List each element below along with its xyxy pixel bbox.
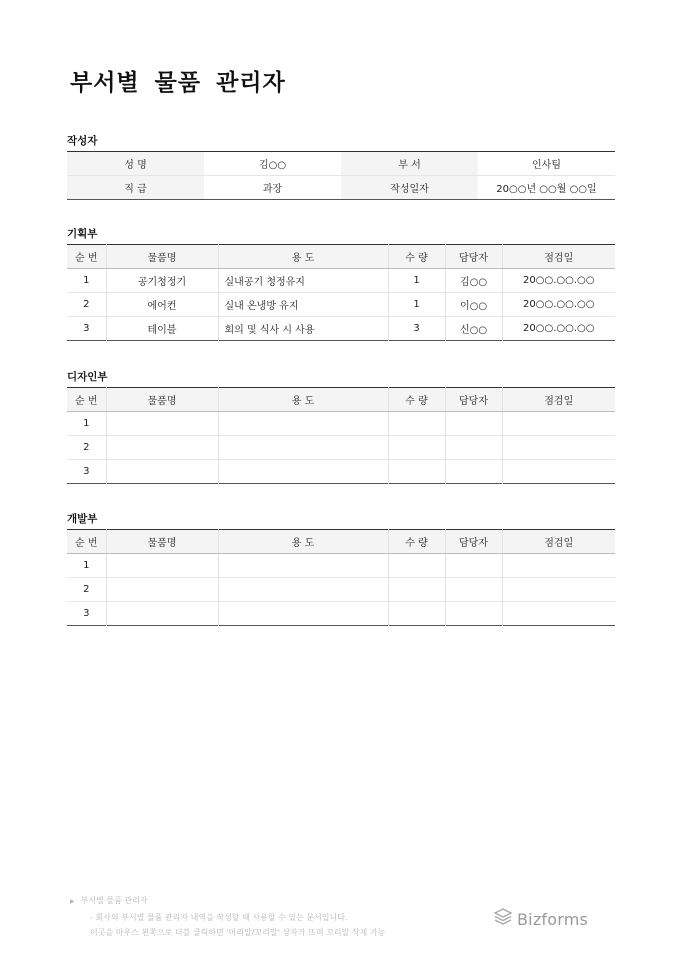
cell-date[interactable] xyxy=(502,412,615,436)
date-value[interactable]: 20○○년 ○○월 ○○일 xyxy=(478,176,615,200)
cell-use[interactable] xyxy=(218,554,388,578)
cell-no: 2 xyxy=(67,578,106,602)
brand-logo xyxy=(494,908,588,930)
footer-title-line xyxy=(70,893,385,910)
cell-no: 3 xyxy=(67,602,106,626)
cell-qty[interactable] xyxy=(388,578,445,602)
dept-table-development xyxy=(67,529,615,626)
col-header-manager: 담당자 xyxy=(445,245,502,269)
cell-no: 3 xyxy=(67,317,106,341)
cell-item[interactable] xyxy=(106,412,218,436)
cell-item[interactable]: 공기청정기 xyxy=(106,269,218,293)
col-header-item: 물품명 xyxy=(106,245,218,269)
cell-item[interactable] xyxy=(106,436,218,460)
cell-manager[interactable]: 신○○ xyxy=(445,317,502,341)
author-section-label: 작성자 xyxy=(67,135,98,147)
bizforms-logo-icon xyxy=(494,908,512,930)
col-header-use: 용 도 xyxy=(218,388,388,412)
cell-use[interactable] xyxy=(218,602,388,626)
cell-item[interactable] xyxy=(106,554,218,578)
col-header-no: 순 번 xyxy=(67,388,106,412)
col-header-manager: 담당자 xyxy=(445,388,502,412)
cell-no: 3 xyxy=(67,460,106,484)
footer-note xyxy=(70,893,385,941)
footer-title: 부서별 물품 관리자 xyxy=(80,896,148,905)
table-row xyxy=(67,269,615,293)
cell-manager[interactable] xyxy=(445,436,502,460)
cell-use[interactable]: 실내공기 청정유지 xyxy=(218,269,388,293)
cell-manager[interactable]: 김○○ xyxy=(445,269,502,293)
cell-use[interactable] xyxy=(218,578,388,602)
dept-label-planning: 기획부 xyxy=(67,228,98,240)
cell-no: 2 xyxy=(67,436,106,460)
cell-item[interactable] xyxy=(106,460,218,484)
cell-use[interactable] xyxy=(218,412,388,436)
cell-qty[interactable]: 1 xyxy=(388,269,445,293)
cell-use[interactable] xyxy=(218,436,388,460)
cell-date[interactable] xyxy=(502,554,615,578)
name-value[interactable]: 김○○ xyxy=(258,160,287,171)
cell-date[interactable] xyxy=(502,460,615,484)
cell-manager[interactable] xyxy=(445,412,502,436)
table-header-row xyxy=(67,530,615,554)
cell-manager[interactable] xyxy=(445,554,502,578)
author-table xyxy=(67,151,615,200)
brand-name: Bizforms xyxy=(517,909,589,929)
table-row xyxy=(67,293,615,317)
col-header-use: 용 도 xyxy=(218,245,388,269)
cell-date[interactable] xyxy=(502,436,615,460)
col-header-use: 용 도 xyxy=(218,530,388,554)
cell-date[interactable]: 20○○.○○.○○ xyxy=(502,269,615,293)
col-header-qty: 수 량 xyxy=(388,530,445,554)
department-value[interactable]: 인사팀 xyxy=(532,160,561,171)
table-header-row xyxy=(67,388,615,412)
cell-no: 2 xyxy=(67,293,106,317)
dept-table-planning xyxy=(67,244,615,341)
dept-label-design: 디자인부 xyxy=(67,371,108,383)
col-header-qty: 수 량 xyxy=(388,245,445,269)
name-label: 성 명 xyxy=(67,152,204,176)
cell-manager[interactable] xyxy=(445,602,502,626)
footer-description: - 회사의 부서별 물품 관리자 내역을 작성할 때 사용할 수 있는 문서입니다. xyxy=(90,912,348,922)
table-row xyxy=(67,460,615,484)
author-row xyxy=(67,152,615,176)
col-header-qty: 수 량 xyxy=(388,388,445,412)
cell-item[interactable]: 에어컨 xyxy=(106,293,218,317)
position-value[interactable]: 과장 xyxy=(204,176,341,200)
page-title: 부서별 물품 관리자 xyxy=(70,70,286,96)
date-label: 작성일자 xyxy=(341,176,478,200)
cell-no: 1 xyxy=(67,554,106,578)
col-header-date: 점검일 xyxy=(502,388,615,412)
col-header-manager: 담당자 xyxy=(445,530,502,554)
triangle-bullet-icon: ▶ xyxy=(70,898,75,905)
cell-qty[interactable] xyxy=(388,412,445,436)
cell-qty[interactable] xyxy=(388,460,445,484)
col-header-item: 물품명 xyxy=(106,530,218,554)
cell-manager[interactable]: 이○○ xyxy=(445,293,502,317)
table-header-row xyxy=(67,245,615,269)
footer-instruction: 이곳을 마우스 왼쪽으로 더블 클릭하면 '머리말/꼬리말' 상자가 뜨며 꼬리말 삭제 가능 xyxy=(90,928,386,937)
cell-date[interactable] xyxy=(502,602,615,626)
col-header-date: 점검일 xyxy=(502,245,615,269)
cell-qty[interactable] xyxy=(388,602,445,626)
table-row xyxy=(67,554,615,578)
table-row xyxy=(67,436,615,460)
dept-table-design xyxy=(67,387,615,484)
cell-item[interactable] xyxy=(106,578,218,602)
cell-qty[interactable]: 3 xyxy=(388,317,445,341)
cell-use[interactable] xyxy=(218,460,388,484)
cell-manager[interactable] xyxy=(445,578,502,602)
col-header-item: 물품명 xyxy=(106,388,218,412)
cell-manager[interactable] xyxy=(445,460,502,484)
cell-item[interactable] xyxy=(106,602,218,626)
col-header-no: 순 번 xyxy=(67,530,106,554)
department-label: 부 서 xyxy=(341,152,478,176)
cell-no: 1 xyxy=(67,269,106,293)
dept-label-development: 개발부 xyxy=(67,513,98,525)
cell-date[interactable] xyxy=(502,578,615,602)
col-header-date: 점검일 xyxy=(502,530,615,554)
table-row xyxy=(67,578,615,602)
cell-use[interactable]: 실내 온냉방 유지 xyxy=(218,293,388,317)
table-row xyxy=(67,602,615,626)
table-row xyxy=(67,317,615,341)
cell-item[interactable]: 테이블 xyxy=(106,317,218,341)
cell-qty[interactable]: 1 xyxy=(388,293,445,317)
position-label: 직 급 xyxy=(67,176,204,200)
cell-use[interactable]: 회의 및 식사 시 사용 xyxy=(218,317,388,341)
col-header-no: 순 번 xyxy=(67,245,106,269)
cell-qty[interactable] xyxy=(388,436,445,460)
cell-date[interactable]: 20○○.○○.○○ xyxy=(502,317,615,341)
table-row xyxy=(67,412,615,436)
cell-date[interactable]: 20○○.○○.○○ xyxy=(502,293,615,317)
author-row xyxy=(67,176,615,200)
cell-no: 1 xyxy=(67,412,106,436)
cell-qty[interactable] xyxy=(388,554,445,578)
